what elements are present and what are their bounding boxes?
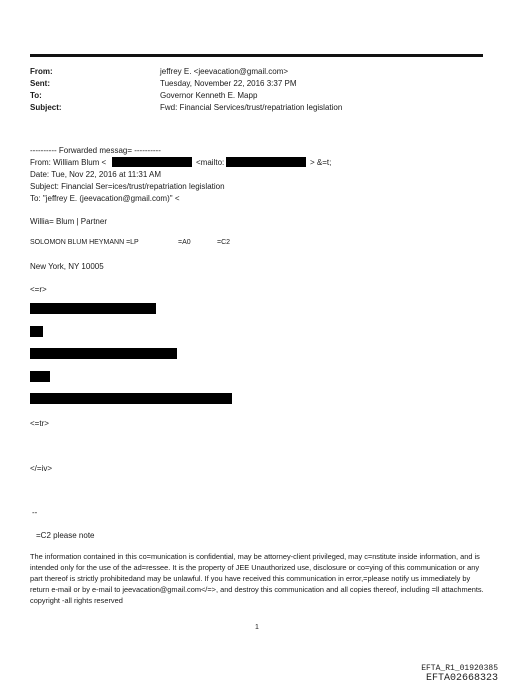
- forwarded-subject: Subject: Financial Ser=ices/trust/repatriation legislation: [30, 182, 225, 191]
- signature-code-a0: =A0: [178, 239, 191, 246]
- redaction-box: [226, 157, 306, 167]
- forwarded-divider: ---------- Forwarded messag= ----------: [30, 146, 161, 155]
- redaction-box: [30, 303, 156, 314]
- signature-address: New York, NY 10005: [30, 262, 104, 271]
- signature-name: Willia= Blum | Partner: [30, 217, 107, 226]
- redaction-box: [112, 157, 192, 167]
- bates-number-secondary: EFTA02668323: [425, 673, 498, 684]
- html-tag-r: <=r>: [30, 285, 47, 294]
- from-label: From:: [30, 67, 53, 76]
- signature-dashes: --: [32, 508, 38, 517]
- forwarded-mailto: <mailto:: [196, 158, 225, 167]
- from-value: jeffrey E. <jeevacation@gmail.com>: [160, 67, 289, 76]
- signature-firm: SOLOMON BLUM HEYMANN =LP: [30, 239, 139, 246]
- redaction-box: [30, 371, 50, 382]
- redaction-box: [30, 393, 232, 404]
- subject-value: Fwd: Financial Services/trust/repatriation legislation: [160, 103, 343, 112]
- bates-number-primary: EFTA_R1_01920385: [421, 664, 498, 673]
- to-label: To:: [30, 91, 42, 100]
- redaction-box: [30, 326, 43, 337]
- forwarded-from-suffix: > &=t;: [310, 158, 332, 167]
- sent-label: Sent:: [30, 79, 50, 88]
- forwarded-from-prefix: From: William Blum <: [30, 158, 107, 167]
- forwarded-to: To: "jeffrey E. (jeevacation@gmail.com)" <: [30, 194, 180, 203]
- to-value: Governor Kenneth E. Mapp: [160, 91, 258, 100]
- please-note: =C2 please note: [36, 531, 95, 540]
- subject-label: Subject:: [30, 103, 62, 112]
- signature-code-c2: =C2: [217, 239, 231, 246]
- sent-value: Tuesday, November 22, 2016 3:37 PM: [160, 79, 297, 88]
- page-number: 1: [255, 624, 259, 631]
- forwarded-date: Date: Tue, Nov 22, 2016 at 11:31 AM: [30, 170, 162, 179]
- html-tag-div-close: </=iv>: [30, 464, 53, 473]
- html-tag-tr: <=tr>: [30, 419, 49, 428]
- confidentiality-disclaimer: The information contained in this co=munication is confidential, may be attorney-client privileged, may c=nstitute inside information, and is intended only for the use of the ad=ressee. It is the property of JEE Unauthorized use, disclosure or co=ying of this communication or any part thereof is strictly prohibitedand may be unlawful. If you have received this communication in error,=please notify us immediately by return e-mail or by e-mail to jeevacation@gmail.com</=>, and destroy this communication and all copies thereof, including =ll attachments. copyright -all rights reserved: [30, 552, 484, 605]
- redaction-box: [30, 348, 177, 359]
- header-rule: [30, 54, 483, 57]
